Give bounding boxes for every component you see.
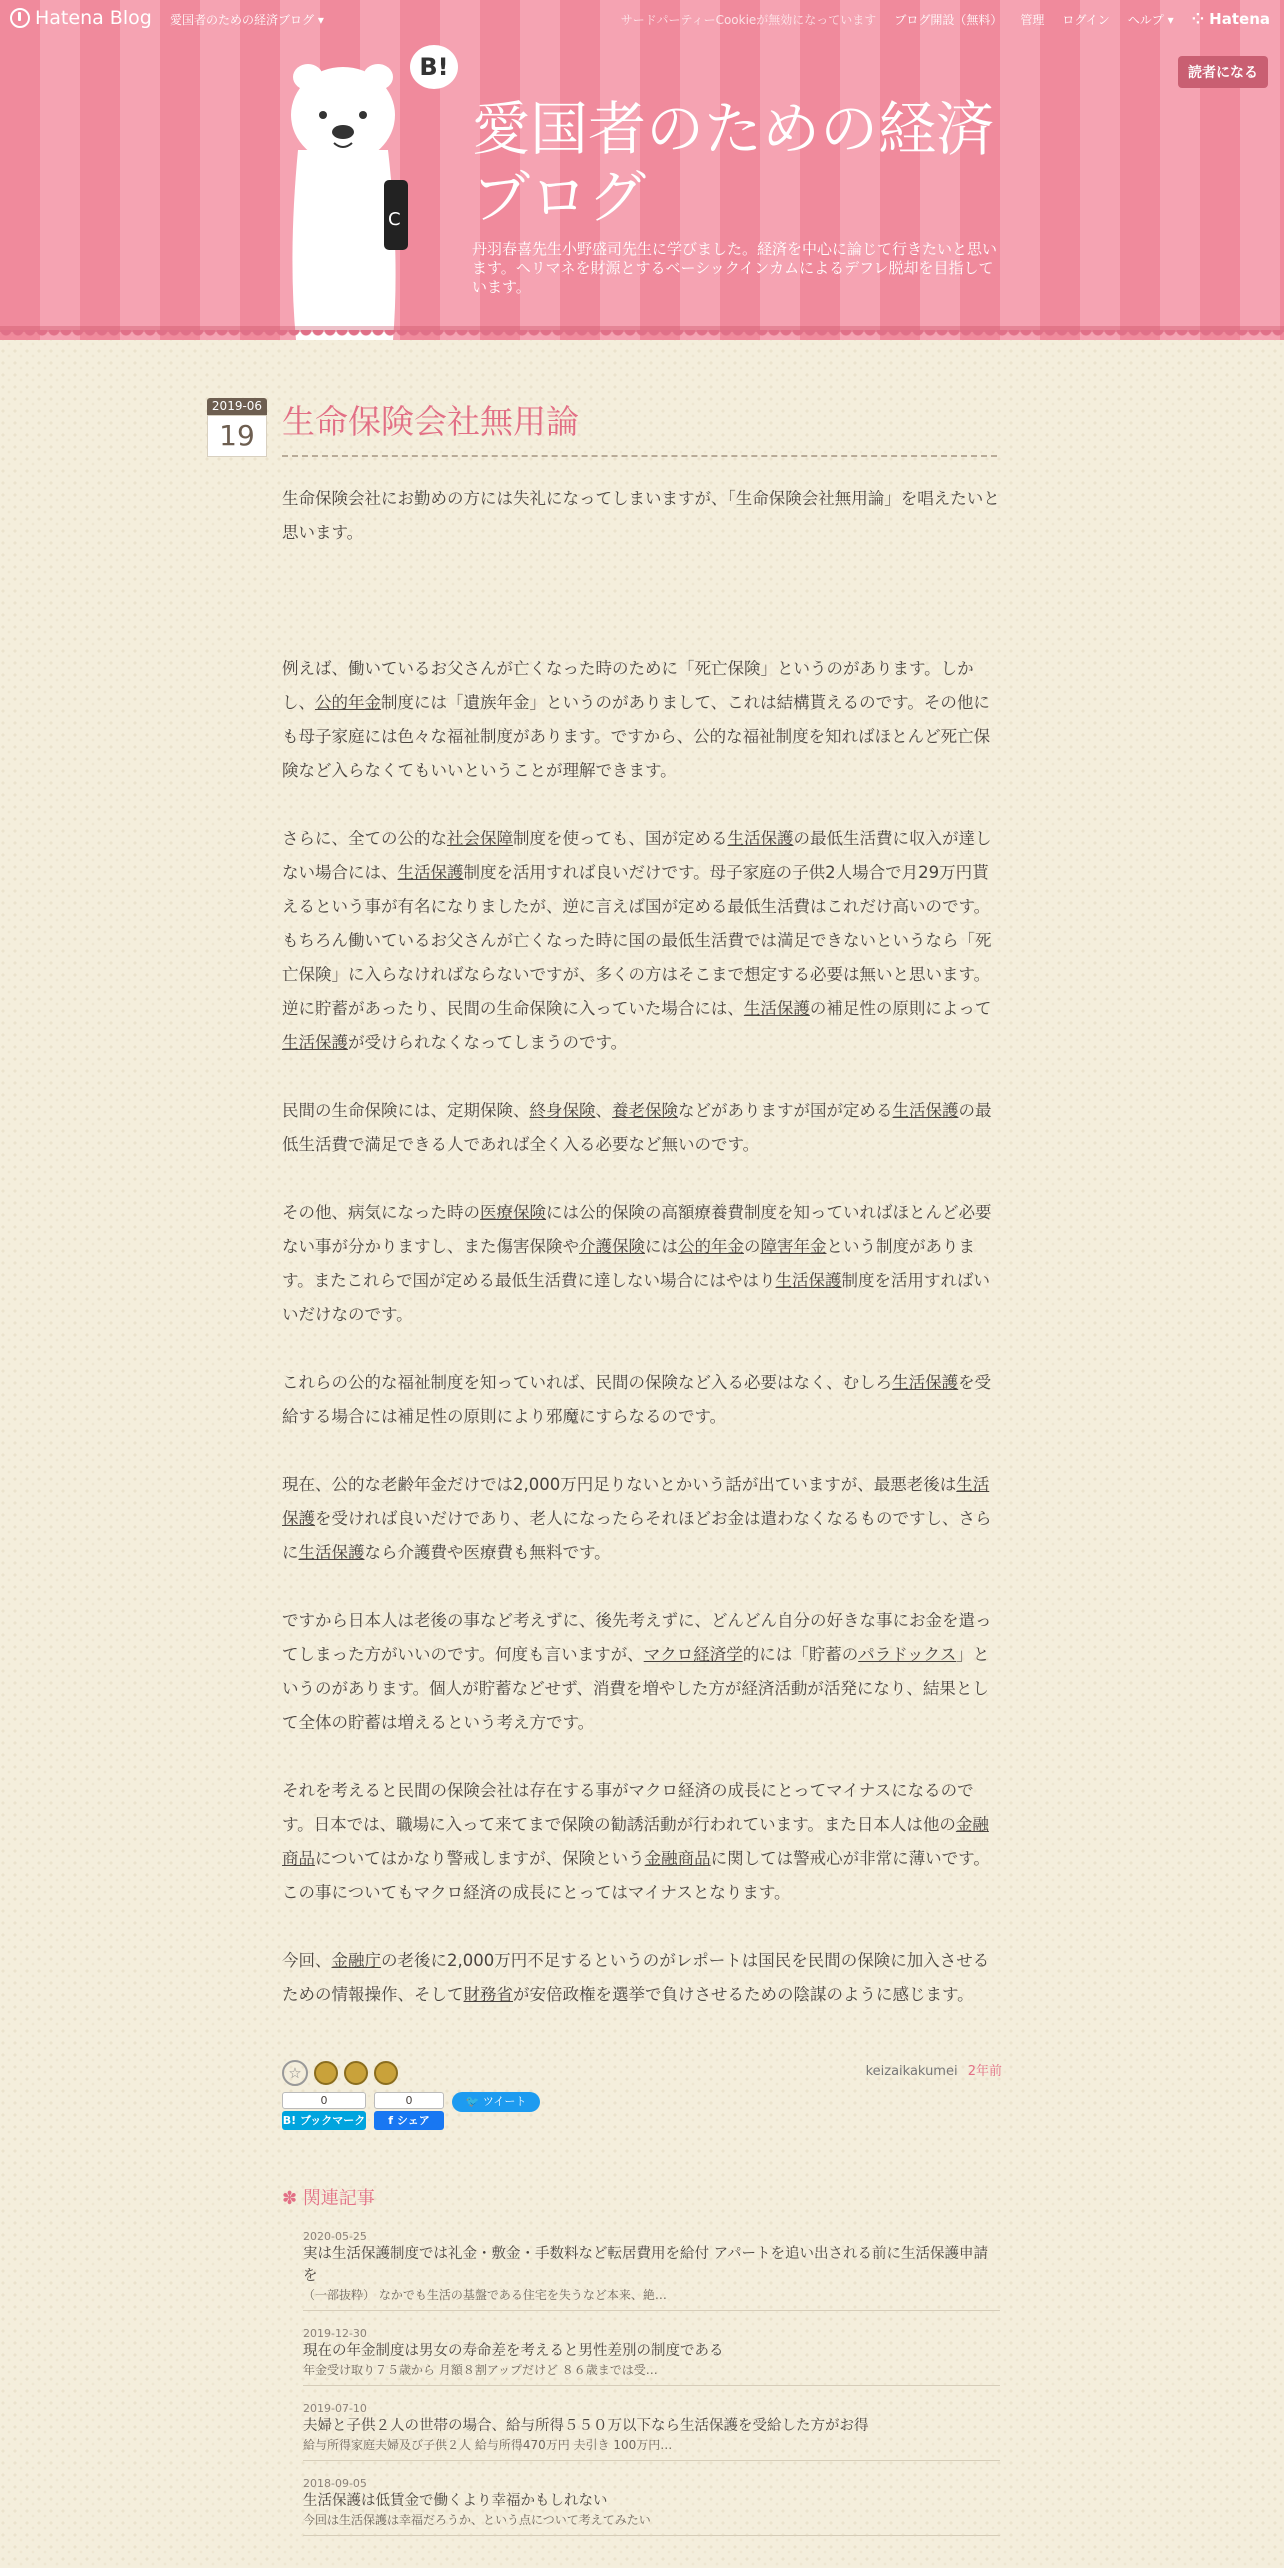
related-entry-date: 2020-05-25 bbox=[303, 2230, 367, 2243]
keyword-link[interactable]: 生活保護 bbox=[727, 829, 794, 848]
related-entry-title[interactable]: 実は生活保護制度では礼金・敷金・手数料など転居費用を給付 アパートを追い出される前に生活保護申請を bbox=[303, 2246, 988, 2284]
entry-content bbox=[282, 482, 1002, 2046]
paragraph-text: などがありますが国が定める bbox=[678, 1101, 893, 1120]
entry-paragraph bbox=[282, 1468, 1002, 1570]
paragraph-text: なら介護費や医療費も無料です。 bbox=[364, 1543, 611, 1562]
keyword-link[interactable]: 生活保護 bbox=[775, 1271, 842, 1290]
entry-author bbox=[866, 2060, 1002, 2079]
related-entry-date: 2018-09-05 bbox=[303, 2477, 367, 2490]
related-entry-snippet: （一部抜粋） なかでも生活の基盤である住宅を失うなど本来、絶… bbox=[303, 2288, 667, 2302]
paragraph-text: それを考えると民間の保険会社は存在する事がマクロ経済の成長にとってマイナスになるのです。日本では、職場に入って来てまで保険の勧誘活動が行われています。また日本人は他の bbox=[282, 1781, 974, 1834]
bookmark-count: 0 bbox=[282, 2092, 366, 2109]
hatena-dots-icon: ⁘ bbox=[1191, 10, 1205, 28]
paragraph-text: の bbox=[744, 1237, 761, 1256]
paragraph-text: には bbox=[645, 1237, 678, 1256]
paragraph-text: 」というのがあります。個人が貯蓄などせず、消費を増やした方が経済活動が活発になり、結果として全体の貯蓄は増えるという考え方です。 bbox=[282, 1645, 990, 1732]
related-entries bbox=[303, 2228, 1000, 2550]
bookmark-share[interactable] bbox=[282, 2092, 366, 2130]
star-user-avatar[interactable] bbox=[374, 2061, 398, 2085]
author-link[interactable]: keizaikakumei bbox=[865, 2064, 958, 2079]
star-user-avatar[interactable] bbox=[344, 2061, 368, 2085]
paragraph-text: の最低生活費で満足できる人であれば全く入る必要など無いのです。 bbox=[282, 1101, 992, 1154]
hatena-link[interactable] bbox=[1192, 10, 1270, 28]
bookmark-button[interactable]: B! ブックマーク bbox=[282, 2111, 366, 2130]
related-entry-snippet: 今回は生活保護は幸福だろうか、という点について考えてみたい bbox=[303, 2513, 651, 2527]
keyword-link[interactable]: パラドックス bbox=[858, 1645, 957, 1664]
paragraph-text: を受給する場合には補足性の原則により邪魔にすらなるのです。 bbox=[282, 1373, 992, 1426]
related-entry-snippet: 年金受け取り７５歳から 月額８割アップだけど ８６歳までは受… bbox=[303, 2363, 658, 2377]
cookie-notice: サードパーティーCookieが無効になっています bbox=[620, 12, 877, 27]
paragraph-text: に関しては警戒心が非常に薄いです。この事についてもマクロ経済の成長にとってはマイナスとなります。 bbox=[282, 1849, 990, 1902]
paragraph-text: 生命保険会社にお勤めの方には失礼になってしまいますが、「生命保険会社無用論」を唱えたいと思います。 bbox=[282, 489, 1000, 542]
related-entry-title[interactable]: 生活保護は低賃金で働くより幸福かもしれない bbox=[303, 2493, 608, 2509]
keyword-link[interactable]: 医療保険 bbox=[480, 1203, 546, 1222]
keyword-link[interactable]: 財務省 bbox=[463, 1985, 513, 2004]
paragraph-text: その他、病気になった時の bbox=[282, 1203, 480, 1222]
paragraph-text: ですから日本人は老後の事など考えずに、後先考えずに、どんどん自分の好きな事にお金を遣ってしまった方がいいのです。何度も言いますが、 bbox=[282, 1611, 992, 1664]
star-row bbox=[282, 2060, 398, 2086]
twitter-bird-icon: 🐦 bbox=[465, 2095, 483, 2108]
blog-description: 丹羽春喜先生小野盛司先生に学びました。経済を中心に論じて行きたいと思います。ヘリマネを財源とするベーシックインカムによるデフレ脱却を目指しています。 bbox=[472, 240, 998, 296]
subscribe-button[interactable]: 読者になる bbox=[1178, 56, 1268, 88]
tweet-button[interactable] bbox=[452, 2092, 540, 2112]
keyword-link[interactable]: 公的年金 bbox=[678, 1237, 744, 1256]
keyword-link[interactable]: 金融商品 bbox=[644, 1849, 711, 1868]
entry-paragraph bbox=[282, 482, 1002, 550]
flower-icon: ✽ bbox=[282, 2188, 303, 2209]
paragraph-text: 制度を活用すればいいだけなのです。 bbox=[282, 1271, 991, 1324]
facebook-count: 0 bbox=[374, 2092, 444, 2109]
entry-date[interactable] bbox=[207, 398, 267, 457]
entry-paragraph bbox=[282, 1944, 1002, 2012]
paragraph-text: これらの公的な福祉制度を知っていれば、民間の保険など入る必要はなく、むしろ bbox=[282, 1373, 893, 1392]
tweet-label: ツイート bbox=[482, 2095, 527, 2108]
keyword-link[interactable]: 生活保護 bbox=[892, 1101, 959, 1120]
entry-paragraph bbox=[282, 1094, 1002, 1162]
hatena-blog-logo-icon bbox=[10, 8, 30, 28]
keyword-link[interactable]: 金融商品 bbox=[282, 1815, 989, 1868]
paragraph-text: が安倍政権を選挙で負けさせるための陰謀のように感じます。 bbox=[513, 1985, 974, 2004]
login-link[interactable]: ログイン bbox=[1062, 12, 1110, 27]
related-heading-text: 関連記事 bbox=[302, 2188, 375, 2209]
related-entry-date: 2019-12-30 bbox=[303, 2327, 367, 2340]
related-entry[interactable] bbox=[303, 2400, 1000, 2461]
keyword-link[interactable]: 生活保護 bbox=[298, 1543, 365, 1562]
paragraph-text: 制度を活用すれば良いだけです。母子家庭の子供2人場合で月29万円貰えるという事が有名になりましたが、逆に言えば国が定める最低生活費はこれだけ高いのです。もちろん働いているお父さんが亡くなった時に国の最低生活費では満足できないというなら「死亡保険」に入らなければならないですが、多くの方はそこまで想定する必要は無いと思います。逆に貯蓄があったり、民間の生命保険に入っていた場合には、 bbox=[282, 863, 992, 1018]
keyword-link[interactable]: 公的年金 bbox=[315, 693, 381, 712]
keyword-link[interactable]: 社会保障 bbox=[447, 829, 513, 848]
entry-paragraph bbox=[282, 1196, 1002, 1332]
paragraph-text: という制度があります。またこれらで国が定める最低生活費に達しない場合にはやはり bbox=[282, 1237, 975, 1290]
blog-header bbox=[0, 0, 1284, 340]
entry-date-year-month: 2019-06 bbox=[207, 398, 267, 415]
keyword-link[interactable]: 終身保険 bbox=[529, 1101, 596, 1120]
related-entry[interactable] bbox=[303, 2475, 1000, 2536]
hatena-link-text: Hatena bbox=[1209, 10, 1270, 28]
entry-permalink-time[interactable]: 2年前 bbox=[967, 2064, 1002, 2079]
paragraph-text: についてはかなり警戒しますが、保険という bbox=[315, 1849, 645, 1868]
related-entry-title[interactable]: 夫婦と子供２人の世帯の場合、給与所得５５０万以下なら生活保護を受給した方がお得 bbox=[303, 2418, 869, 2434]
help-menu[interactable]: ヘルプ ▾ bbox=[1127, 12, 1174, 27]
paragraph-text: 現在、公的な老齢年金だけでは2,000万円足りないとかいう話が出ていますが、最悪老後は bbox=[282, 1475, 957, 1494]
entry-date-day: 19 bbox=[207, 415, 267, 457]
keyword-link[interactable]: 障害年金 bbox=[760, 1237, 827, 1256]
related-entry-title[interactable]: 現在の年金制度は男女の寿命差を考えると男性差別の制度である bbox=[303, 2343, 724, 2359]
keyword-link[interactable]: 生活保護 bbox=[892, 1373, 959, 1392]
keyword-link[interactable]: 生活保護 bbox=[743, 999, 810, 1018]
hatena-b-bubble: B! bbox=[410, 45, 458, 89]
global-nav bbox=[621, 10, 1270, 28]
entry-paragraph bbox=[282, 1366, 1002, 1434]
bear-mascot-illustration bbox=[268, 55, 448, 340]
paragraph-text: 例えば、働いているお父さんが亡くなった時のために「死亡保険」というのがあります。しかし、 bbox=[282, 659, 974, 712]
blog-title[interactable]: 愛国者のための経済ブログ bbox=[472, 95, 995, 231]
paragraph-text: 民間の生命保険には、定期保険、 bbox=[282, 1101, 530, 1120]
paragraph-text: 制度を使っても、国が定める bbox=[513, 829, 728, 848]
keyword-link[interactable]: 介護保険 bbox=[579, 1237, 645, 1256]
entry-paragraph bbox=[282, 1774, 1002, 1910]
paragraph-text: 的には「貯蓄の bbox=[742, 1645, 859, 1664]
paragraph-text: 、 bbox=[595, 1101, 612, 1120]
keyword-link[interactable]: 生活保護 bbox=[282, 1033, 348, 1052]
paragraph-text: 制度には「遺族年金」というのがありまして、これは結構貰えるのです。その他にも母子家庭には色々な福祉制度があります。ですから、公的な福祉制度を知ればほとんど死亡保険など入らなくてもいいということが理解できます。 bbox=[282, 693, 991, 780]
star-user-avatar[interactable] bbox=[314, 2061, 338, 2085]
admin-link[interactable]: 管理 bbox=[1020, 12, 1045, 27]
header-scallop-edge bbox=[0, 330, 1284, 340]
keyword-link[interactable]: 生活保護 bbox=[282, 1475, 990, 1528]
blog-menu-dropdown[interactable]: 愛国者のための経済ブログ ▾ bbox=[170, 13, 324, 27]
entry-paragraph bbox=[282, 652, 1002, 788]
hatena-blog-logo[interactable] bbox=[10, 7, 152, 29]
entry-paragraph bbox=[282, 822, 1002, 1060]
paragraph-text: の補足性の原則によって bbox=[809, 999, 992, 1018]
paragraph-text: さらに、全ての公的な bbox=[282, 829, 447, 848]
hatena-blog-logo-text: Hatena Blog bbox=[35, 7, 152, 29]
related-heading bbox=[282, 2184, 375, 2210]
keyword-link[interactable]: 養老保険 bbox=[612, 1101, 678, 1120]
paragraph-text: を受ければ良いだけであり、老人になったらそれほどお金は遣わなくなるものですし、さらに bbox=[282, 1509, 992, 1562]
related-entry-date: 2019-07-10 bbox=[303, 2402, 367, 2415]
paragraph-text: が受けられなくなってしまうのです。 bbox=[348, 1033, 628, 1052]
facebook-share-button[interactable]: f シェア bbox=[374, 2111, 444, 2130]
keyword-link[interactable]: マクロ経済学 bbox=[643, 1645, 743, 1664]
entry-title[interactable]: 生命保険会社無用論 bbox=[282, 396, 997, 457]
related-entry[interactable] bbox=[303, 2325, 1000, 2386]
related-entry[interactable] bbox=[303, 2228, 1000, 2311]
facebook-share[interactable] bbox=[374, 2092, 444, 2130]
signup-link[interactable]: ブログ開設（無料） bbox=[894, 12, 1003, 27]
share-buttons bbox=[282, 2092, 540, 2130]
related-entry-snippet: 給与所得家庭夫婦及び子供２人 給与所得470万円 夫引き 100万円… bbox=[303, 2438, 673, 2452]
paragraph-text: の老後に2,000万円不足するというのがレポートは国民を民間の保険に加入させるための情報操作、そして bbox=[282, 1951, 990, 2004]
entry-paragraph bbox=[282, 1604, 1002, 1740]
paragraph-text: の最低生活費に収入が達しない場合には、 bbox=[282, 829, 992, 882]
svg-text:C: C bbox=[388, 209, 401, 230]
keyword-link[interactable]: 金融庁 bbox=[331, 1951, 381, 1970]
keyword-link[interactable]: 生活保護 bbox=[397, 863, 464, 882]
paragraph-text: 今回、 bbox=[282, 1951, 332, 1970]
paragraph-text: には公的保険の高額療養費制度を知っていればほとんど必要ない事が分かりますし、また傷害保険や bbox=[282, 1203, 992, 1256]
global-header-bar bbox=[0, 0, 1284, 38]
add-star-button[interactable]: ☆ bbox=[282, 2060, 308, 2086]
